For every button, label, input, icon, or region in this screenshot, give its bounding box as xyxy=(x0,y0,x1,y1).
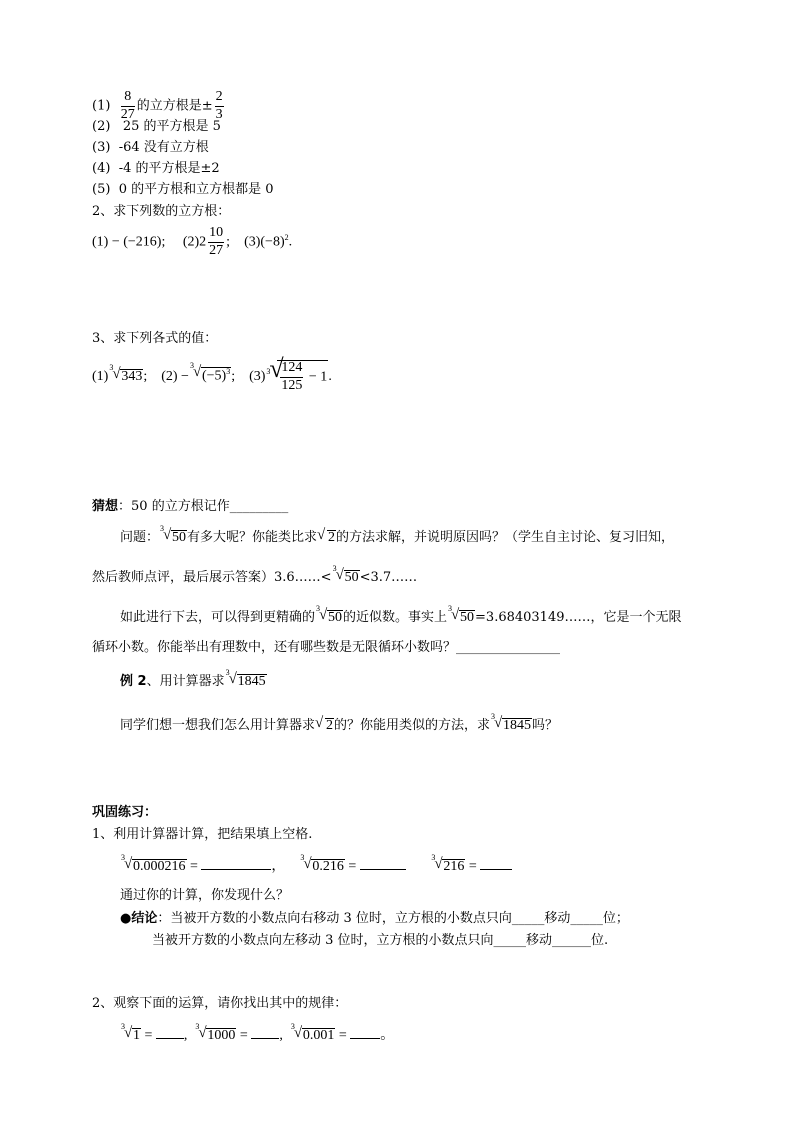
square-root: √ 2 xyxy=(315,715,334,733)
answer-blank[interactable] xyxy=(480,859,512,870)
practice-q2: 2、观察下面的运算，请你找出其中的规律： xyxy=(92,996,348,1011)
item-5: (5) 0 的平方根和立方根都是 0 xyxy=(92,182,274,197)
cube-root: 3 √ 1845 xyxy=(225,668,266,689)
cube-root: 3 √ 216 xyxy=(431,853,465,874)
q2-title: 2、求下列数的立方根： xyxy=(92,204,231,219)
calc-row: 3 √ 0.000216 = ， 3 √ 0.216 = 3 √ 216 = xyxy=(120,859,512,874)
cube-root: 3 √ 0.216 xyxy=(300,853,344,874)
find-prompt: 通过你的计算，你发现什么？ xyxy=(120,888,290,903)
conclusion-line-2: 当被开方数的小数点向左移动 3 位时，立方根的小数点只向_____移动______位. xyxy=(152,933,609,948)
guess-line: 猜想：50 的立方根记作_________ xyxy=(92,499,289,514)
example-heading: 例 2、用计算器求 3 √ 1845 xyxy=(120,668,266,689)
cube-root: 3 √ 1 xyxy=(121,1022,140,1043)
cube-root: 3 √ 1845 xyxy=(491,712,532,733)
pattern-row: 3 √ 1 = , 3 √ 1000 = , 3 √ 0.001 = 。 xyxy=(121,1022,395,1043)
fraction: $\frac{124}{125}$ xyxy=(281,360,303,393)
question-line: 问题： 3 √ 50有多大呢？你能类比求 √ 2的方法求解，并说明原因吗？（学生自主讨论、复习旧知， xyxy=(120,524,675,545)
item-number: (1) xyxy=(92,98,111,114)
answer-blank[interactable] xyxy=(251,1028,279,1039)
approx-paragraph-line-2: 循环小数。你能举出有理数中，还有哪些数是无限循环小数吗？________________ xyxy=(92,640,561,655)
estimate-line: 然后教师点评，最后展示答案）3.6……< 3 √ 50<3.7…… xyxy=(92,564,418,585)
cube-root: 3 √ 1000 xyxy=(195,1022,236,1043)
item-text: 的立方根是± xyxy=(136,98,213,114)
q2-expressions: (1) − (−216); (2)2 $\frac{10}{27}$ ; $(3)(-8)^2$. xyxy=(92,225,293,258)
example-label: 例 2 xyxy=(120,674,147,689)
answer-blank[interactable] xyxy=(350,1028,380,1039)
item-2: (2) 25 的平方根是 5 xyxy=(92,119,221,134)
approx-paragraph-line-1: 如此进行下去，可以得到更精确的 3 √ 50的近似数。事实上 3 √ 50=3.68403149……，它是一个无限 xyxy=(120,604,682,625)
item-3: (3) -64 没有立方根 xyxy=(92,140,209,155)
answer-blank[interactable] xyxy=(201,859,271,870)
cube-root: 3 √ 0.000216 xyxy=(121,853,186,874)
q3-title: 3、求下列各式的值： xyxy=(92,331,218,346)
fraction: $\frac{10}{27}$ xyxy=(209,225,224,258)
square-root: √ 2 xyxy=(317,527,336,545)
cube-root: 3 √ 343 xyxy=(109,362,143,384)
cube-root: 3 √ $(-5)^3$ xyxy=(189,361,231,384)
example-line: 同学们想一想我们怎么用计算器求 √ 2的？你能用类似的方法，求 3 √ 1845吗？ xyxy=(120,712,559,733)
item-1 xyxy=(92,90,226,122)
item-4: (4) -4 的平方根是±2 xyxy=(92,161,220,176)
cube-root: 3 √ 50 xyxy=(448,604,475,625)
cube-root: 3 √ $\frac{124}{125}$ − 1 xyxy=(266,354,328,393)
conclusion-label: 结论 xyxy=(131,911,158,926)
cube-root: 3 √ 50 xyxy=(332,564,359,585)
practice-title: 巩固练习： xyxy=(92,805,158,820)
bullet-icon: ● xyxy=(120,911,132,926)
cube-root: 3 √ 50 xyxy=(316,604,343,625)
cube-root: 3 √ 50 xyxy=(160,524,187,545)
cube-root: 3 √ 0.001 xyxy=(290,1022,335,1043)
answer-blank[interactable] xyxy=(360,859,406,870)
conclusion-line-1: ●结论：当被开方数的小数点向右移动 3 位时，立方根的小数点只向_____移动_____位； xyxy=(120,911,629,926)
guess-label: 猜想 xyxy=(92,499,119,514)
answer-blank[interactable] xyxy=(156,1028,184,1039)
fraction: $\frac{8}{27}$ xyxy=(120,89,135,122)
q3-expressions: (1) 3 √ 343; (2) − 3 √ $(-5)^3$; (3) 3 √ $\frac{124}{125}$ − 1. xyxy=(92,354,332,393)
fraction: $\frac{2}{3}$ xyxy=(215,89,223,122)
practice-q1: 1、利用计算器计算，把结果填上空格. xyxy=(92,827,313,842)
